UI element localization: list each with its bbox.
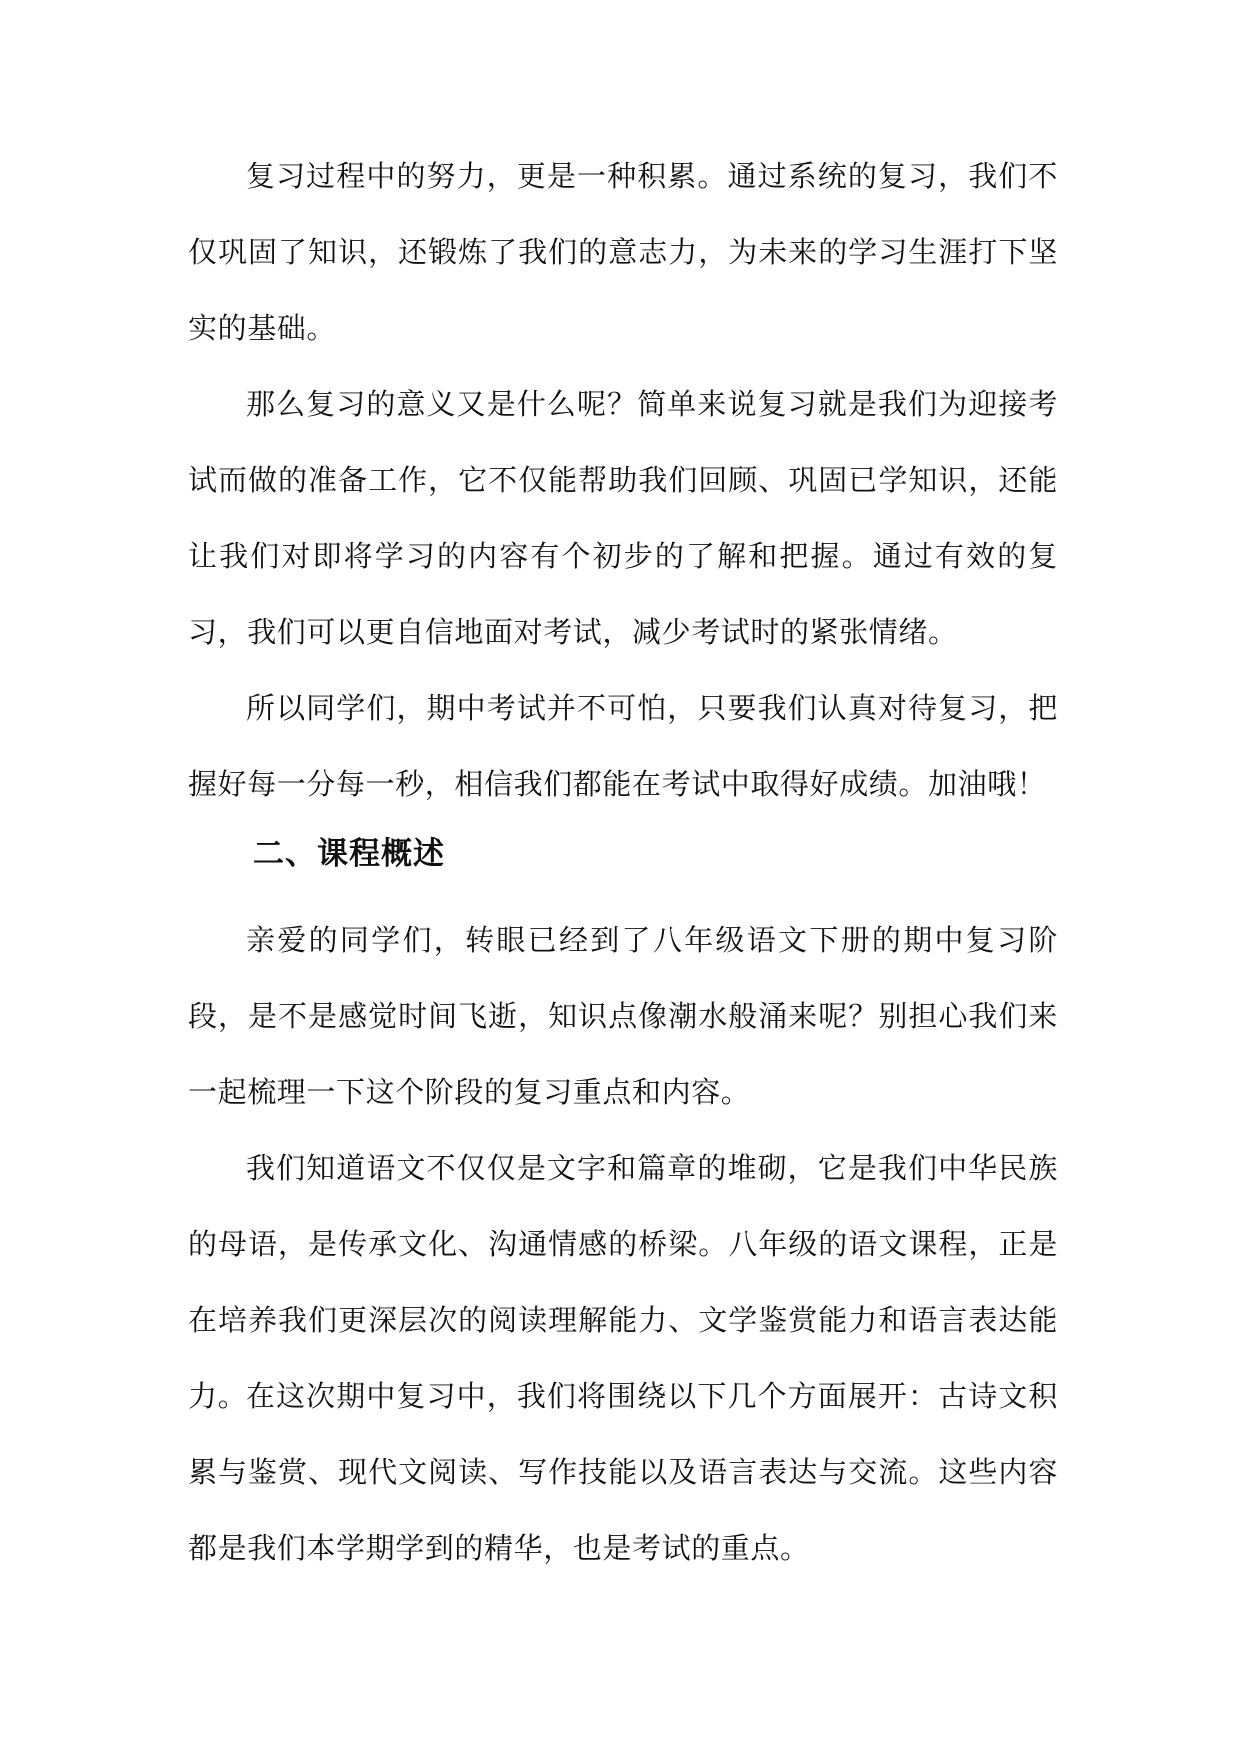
paragraph-review-aspects: 在这次期中复习中，我们将围绕以下几个方面展开：古诗文积累与鉴赏、现代文阅读、写作技能以及语言表达与交流。这些内容都是我们本学期学到的精华，也是考试的重点。 [188, 1379, 1058, 1565]
section-heading-course-overview: 二、课程概述 [253, 836, 445, 872]
paragraph-greeting: 亲爱的同学们，转眼已经到了八年级语文下册的期中复习阶段，是不是感觉时间飞逝，知识点像潮水般涌来呢？别担心我们来一起梳理一下这个阶段的复习重点和内容。 [188, 923, 1058, 1109]
paragraph-chinese-language: 我们知道语文不仅仅是文字和篇章的堆砌，它是我们中华民族的母语，是传承文化、沟通情感的桥梁。八年级的语文课程，正是在培养我们更深层次的阅读理解能力、文学鉴赏能力和语言表达能力。 [188, 1151, 1058, 1413]
paragraph-review-meaning: 那么复习的意义又是什么呢？简单来说复习就是我们为迎接考试而做的准备工作，它不仅能帮助我们回顾、巩固已学知识，还能让我们对即将学习的内容有个初步的了解和把握。通过有效的复习，我们可以更自信地面对考试，减少考试时的紧张情绪。 [188, 387, 1058, 649]
paragraph-encouragement: 所以同学们，期中考试并不可怕，只要我们认真对待复习，把握好每一分每一秒，相信我们都能在考试中取得好成绩。加油哦！ [188, 691, 1058, 801]
paragraph-review-effort: 复习过程中的努力，更是一种积累。通过系统的复习，我们不仅巩固了知识，还锻炼了我们的意志力，为未来的学习生涯打下坚实的基础。 [188, 159, 1058, 345]
